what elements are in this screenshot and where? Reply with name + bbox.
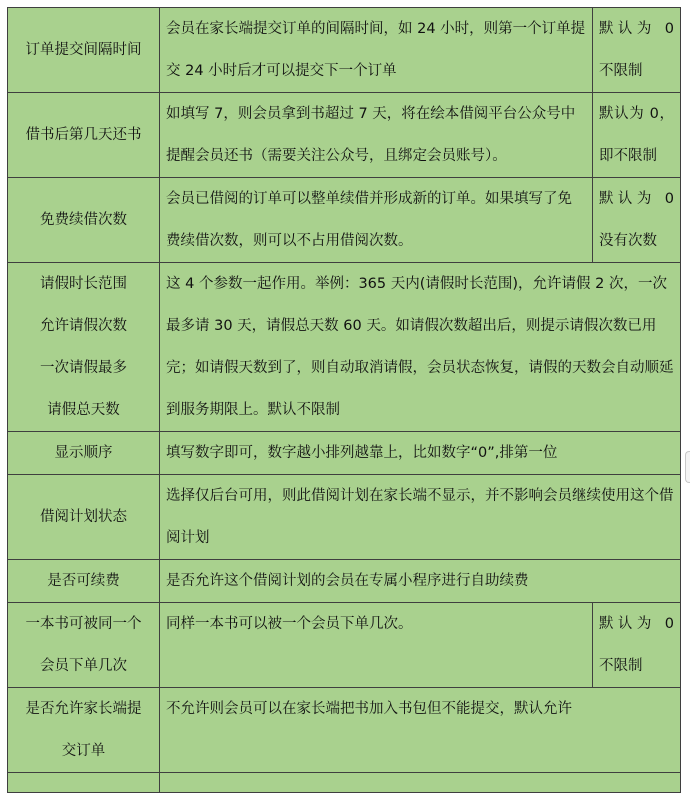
row-description: 如填写 7，则会员拿到书超过 7 天，将在绘本借阅平台公众号中提醒会员还书（需要关注公众号，且绑定会员账号）。 bbox=[160, 93, 593, 178]
row-default-note: 默认为 0 不限制 bbox=[593, 603, 681, 688]
row-description: 选择仅后台可用，则此借阅计划在家长端不显示，并不影响会员继续使用这个借阅计划 bbox=[160, 475, 681, 560]
row-description: 会员已借阅的订单可以整单续借并形成新的订单。如果填写了免费续借次数，则可以不占用借阅次数。 bbox=[160, 178, 593, 263]
row-label: 是否允许家长端提 交订单 bbox=[8, 688, 160, 773]
row-label: 订单提交间隔时间 bbox=[8, 8, 160, 93]
page-side-tab[interactable] bbox=[685, 451, 690, 483]
row-description: 同样一本书可以被一个会员下单几次。 bbox=[160, 603, 593, 688]
row-description: 不允许则会员可以在家长端把书加入书包但不能提交，默认允许 bbox=[160, 688, 681, 773]
table-row bbox=[8, 603, 681, 688]
table-row bbox=[8, 8, 681, 93]
row-description bbox=[160, 773, 681, 793]
table-row bbox=[8, 263, 681, 432]
row-description: 会员在家长端提交订单的间隔时间，如 24 小时，则第一个订单提交 24 小时后才可以提交下一个订单 bbox=[160, 8, 593, 93]
row-default-note: 默认为 0 不限制 bbox=[593, 8, 681, 93]
row-label: 显示顺序 bbox=[8, 432, 160, 475]
table-row bbox=[8, 688, 681, 773]
table-row bbox=[8, 93, 681, 178]
row-label: 免费续借次数 bbox=[8, 178, 160, 263]
row-description: 是否允许这个借阅计划的会员在专属小程序进行自助续费 bbox=[160, 560, 681, 603]
row-description: 这 4 个参数一起作用。举例：365 天内(请假时长范围)，允许请假 2 次，一次最多请 30 天，请假总天数 60 天。如请假次数超出后，则提示请假次数已用完；如请假天数到了，则自动取消请假，会员状态恢复，请假的天数会自动顺延到服务期限上。默认不限制 bbox=[160, 263, 681, 432]
settings-table bbox=[7, 7, 681, 793]
row-description: 填写数字即可，数字越小排列越靠上，比如数字“0”,排第一位 bbox=[160, 432, 681, 475]
table-row bbox=[8, 432, 681, 475]
row-default-note: 默认为 0 没有次数 bbox=[593, 178, 681, 263]
table-row bbox=[8, 475, 681, 560]
table-row-partial bbox=[8, 773, 681, 793]
row-label: 请假时长范围 允许请假次数 一次请假最多 请假总天数 bbox=[8, 263, 160, 432]
row-label: 是否可续费 bbox=[8, 560, 160, 603]
row-default-note: 默认为 0，即不限制 bbox=[593, 93, 681, 178]
row-label: 借书后第几天还书 bbox=[8, 93, 160, 178]
row-label: 借阅计划状态 bbox=[8, 475, 160, 560]
row-label: 一本书可被同一个 会员下单几次 bbox=[8, 603, 160, 688]
row-label bbox=[8, 773, 160, 793]
table-row bbox=[8, 178, 681, 263]
table-row bbox=[8, 560, 681, 603]
